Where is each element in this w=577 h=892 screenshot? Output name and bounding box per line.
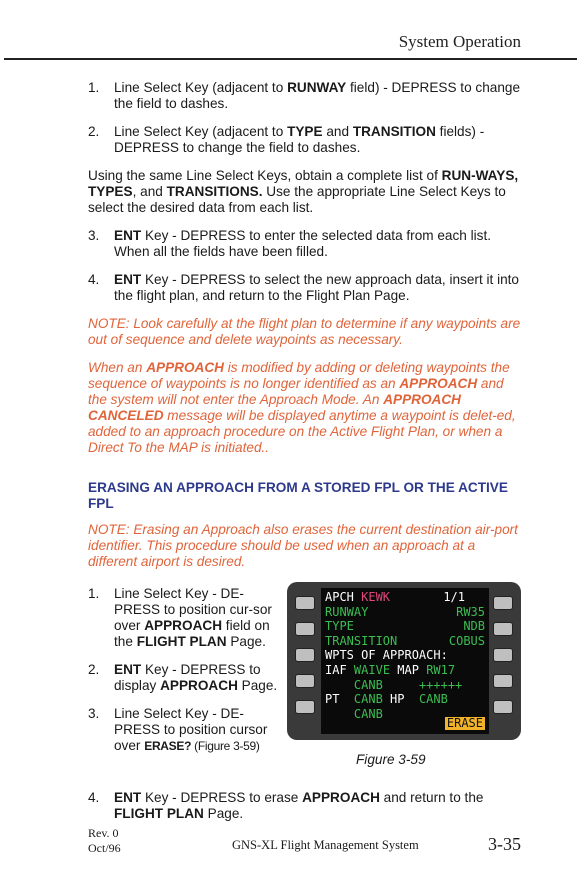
line-select-key-right-2[interactable]: [493, 622, 513, 636]
page-header: [0, 0, 577, 60]
fms-row-canb-2: CANB: [353, 706, 383, 721]
line-select-key-right-4[interactable]: [493, 674, 513, 688]
step-number: 2.: [88, 124, 100, 139]
step-2: 2. Line Select Key (adjacent to TYPE and TRANSITION fields) - DEPRESS to change the field to dashes.: [88, 124, 485, 155]
fms-airport: KEWK: [361, 590, 391, 604]
step-1: 1. Line Select Key (adjacent to RUNWAY field) - DEPRESS to change the field to dashes.: [88, 80, 521, 111]
note-approach-modified: When an APPROACH is modified by adding or deleting waypoints the sequence of waypoints is no longer identified as an APPROACH and the system will not enter the Approach Mode. An APPROACH CANCELED message will be displayed anytime a waypoint is delet-ed, added to an approach procedure on the Active Flight Plan, or when a Direct To the MAP is initiated..: [88, 360, 516, 455]
line-select-key-left-2[interactable]: [295, 622, 315, 636]
fms-page: 1/1: [443, 590, 465, 604]
page-footer: [0, 822, 577, 882]
erase-step-4: 4. ENT Key - DEPRESS to erase APPROACH and return to the FLIGHT PLAN Page.: [88, 790, 484, 821]
page-content: [88, 80, 524, 834]
figure-section: [88, 582, 524, 790]
fms-screen: [321, 588, 489, 734]
step-number: 1.: [88, 80, 100, 95]
header-rule: [4, 58, 577, 60]
erase-step-2: 2. ENT Key - DEPRESS to display APPROACH Page.: [88, 662, 278, 693]
fms-row-type: TYPE NDB: [325, 619, 485, 634]
line-select-key-right-3[interactable]: [493, 648, 513, 662]
fms-row-canb: CANB ++++++: [353, 677, 463, 692]
note-waypoints: NOTE: Look carefully at the flight plan to determine if any waypoints are out of sequence and delete waypoints as necessary.: [88, 316, 521, 347]
header-title: System Operation: [398, 32, 521, 51]
line-select-key-left-4[interactable]: [295, 674, 315, 688]
fms-wpts-label: WPTS OF APPROACH:: [325, 648, 448, 663]
line-select-key-right-1[interactable]: [493, 596, 513, 610]
fms-display-figure: [287, 582, 521, 740]
section-title: ERASING AN APPROACH FROM A STORED FPL OR THE ACTIVE FPL: [88, 480, 508, 511]
fms-row-runway: RUNWAY RW35: [325, 604, 485, 619]
fms-title-row: APCH KEWK 1/1: [325, 590, 465, 604]
erase-steps: [88, 586, 278, 766]
line-select-key-left-1[interactable]: [295, 596, 315, 610]
fms-row-transition: TRANSITION COBUS: [325, 633, 485, 648]
line-select-key-left-5[interactable]: [295, 700, 315, 714]
line-select-key-left-3[interactable]: [295, 648, 315, 662]
paragraph-run-ways: Using the same Line Select Keys, obtain a complete list of RUN-WAYS, TYPES, and TRANSITIONS. Use the appropriate Line Select Keys to select the desired data from each list.: [88, 168, 519, 215]
line-select-key-right-5[interactable]: [493, 700, 513, 714]
footer-title: GNS-XL Flight Management System: [232, 838, 419, 852]
erase-step-3: 3. Line Select Key - DE-PRESS to position cursor over ERASE? (Figure 3-59): [88, 706, 268, 753]
figure-caption: Figure 3-59: [356, 752, 426, 767]
revision: Rev. 0 Oct/96: [88, 826, 121, 855]
page-number: 3-35: [488, 834, 521, 854]
step-4: 4. ENT Key - DEPRESS to select the new approach data, insert it into the flight plan, and return to the Flight Plan Page.: [88, 272, 519, 303]
fms-row-iaf: IAF WAIVE MAP RW17: [325, 662, 456, 677]
fms-erase-field[interactable]: ERASE: [446, 716, 483, 730]
step-3: 3. ENT Key - DEPRESS to enter the selected data from each list. When all the fields have been filled.: [88, 228, 492, 259]
note-erasing: NOTE: Erasing an Approach also erases the current destination air-port identifier. This procedure should be used when an approach at a different airport is desired.: [88, 522, 518, 569]
fms-row-pt: PT CANB HP CANB: [325, 692, 448, 707]
erase-step-1: 1. Line Select Key - DE-PRESS to position cur-sor over APPROACH field on the FLIGHT PLAN Page.: [88, 586, 272, 649]
